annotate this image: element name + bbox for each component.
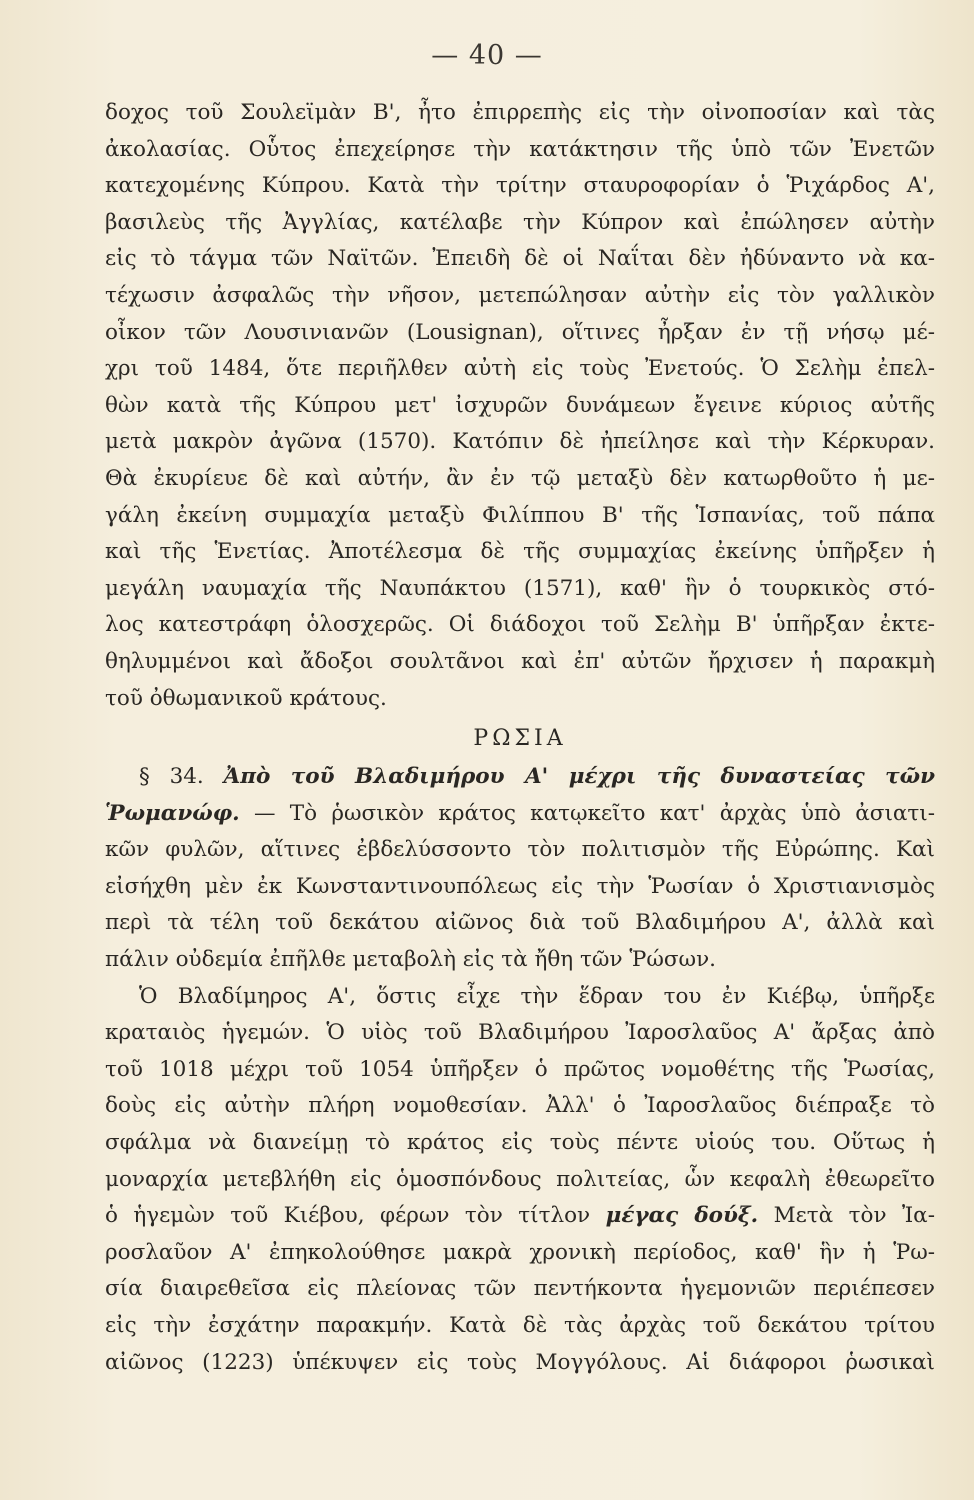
text-line: οἶκον τῶν Λουσινιανῶν (Lousignan), οἵτινες ἦρξαν ἐν τῇ νήσῳ μέ-: [105, 319, 935, 345]
text-line: γάλη ἐκείνη συμμαχία μεταξὺ Φιλίππου Β' τῆς Ἱσπανίας, τοῦ πάπα: [105, 502, 935, 528]
text-line: τέχωσιν ἀσφαλῶς τὴν νῆσον, μετεπώλησαν αὐτὴν εἰς τὸν γαλλικὸν: [105, 282, 935, 308]
text-line: χρι τοῦ 1484, ὅτε περιῆλθεν αὐτὴ εἰς τοὺς Ἐνετούς. Ὁ Σελὴμ ἐπελ-: [105, 356, 935, 382]
text-line: δοὺς εἰς αὐτὴν πλήρη νομοθεσίαν. Ἀλλ' ὁ Ἰαροσλαῦος διέπραξε τὸ: [105, 1093, 935, 1119]
text-line: τοῦ 1018 μέχρι τοῦ 1054 ὑπῆρξεν ὁ πρῶτος νομοθέτης τῆς Ῥωσίας,: [105, 1056, 935, 1082]
text-line: μετὰ μακρὸν ἀγῶνα (1570). Κατόπιν δὲ ἠπείλησε καὶ τὴν Κέρκυραν.: [105, 429, 935, 455]
text-line: ἀκολασίας. Οὗτος ἐπεχείρησε τὴν κατάκτησιν τῆς ὑπὸ τῶν Ἐνετῶν: [105, 136, 935, 162]
section-number: § 34.: [139, 764, 204, 790]
text-line: Ὁ Βλαδίμηρος Α', ὅστις εἶχε τὴν ἕδραν του ἐν Κιέβῳ, ὑπῆρξε: [139, 983, 935, 1009]
section-text-start: — Τὸ ῥωσικὸν κράτος κατῳκεῖτο κατ' ἀρχὰς ὑπὸ ἀσιατι-: [253, 800, 935, 826]
text-line: μεγάλη ναυμαχία τῆς Ναυπάκτου (1571), καθ' ἣν ὁ τουρκικὸς στό-: [105, 575, 935, 601]
text-line: βασιλεὺς τῆς Ἀγγλίας, κατέλαβε τὴν Κύπρον καὶ ἐπώλησεν αὐτὴν: [105, 209, 935, 235]
text-line: εἰσήχθη μὲν ἐκ Κωνσταντινουπόλεως εἰς τὴν Ῥωσίαν ὁ Χριστιανισμὸς: [105, 873, 935, 899]
page-number: — 40 —: [431, 40, 543, 71]
text-line: θὼν κατὰ τῆς Κύπρου μετ' ἰσχυρῶν δυνάμεων ἔγεινε κύριος αὐτῆς: [105, 392, 935, 418]
text-line: πάλιν οὐδεμία ἐπῆλθε μεταβολὴ εἰς τὰ ἤθη τῶν Ῥώσων.: [105, 947, 716, 973]
section-title-end: Ῥωμανώφ.: [105, 800, 240, 826]
section-heading: ΡΩΣΙΑ: [473, 726, 567, 752]
text-line: αἰῶνος (1223) ὑπέκυψεν εἰς τοὺς Μογγόλους. Αἱ διάφοροι ῥωσικαὶ: [105, 1349, 935, 1375]
text-line: σία διαιρεθεῖσα εἰς πλείονας τῶν πεντήκοντα ἡγεμονιῶν περιέπεσεν: [105, 1276, 935, 1302]
section-title-line: [105, 759, 935, 796]
text-line: κατεχομένης Κύπρου. Κατὰ τὴν τρίτην σταυροφορίαν ὁ Ῥιχάρδος Α',: [105, 173, 935, 199]
text-line: λος κατεστράφη ὁλοσχερῶς. Οἱ διάδοχοι τοῦ Σελὴμ Β' ὑπῆρξαν ἐκτε-: [105, 612, 935, 638]
text-line: ροσλαῦον Α' ἐπηκολούθησε μακρὰ χρονικὴ περίοδος, καθ' ἣν ἡ Ῥω-: [105, 1239, 935, 1265]
text-line: δοχος τοῦ Σουλεϊμὰν Β', ἦτο ἐπιρρεπὴς εἰς τὴν οἰνοποσίαν καὶ τὰς: [105, 100, 935, 125]
text-after-term: Μετὰ τὸν Ἰα-: [773, 1203, 935, 1229]
text-line: μοναρχία μετεβλήθη εἰς ὁμοσπόνδους πολιτείας, ὧν κεφαλὴ ἐθεωρεῖτο: [105, 1166, 935, 1192]
text-line: εἰς τὴν ἐσχάτην παρακμήν. Κατὰ δὲ τὰς ἀρχὰς τοῦ δεκάτου τρίτου: [105, 1313, 935, 1338]
text-line: [105, 796, 935, 833]
text-line: καὶ τῆς Ἑνετίας. Ἀποτέλεσμα δὲ τῆς συμμαχίας ἐκείνης ὑπῆρξεν ἡ: [105, 539, 935, 565]
paragraph-ottoman: [105, 95, 935, 717]
text-line: κῶν φυλῶν, αἵτινες ἐβδελύσσοντο τὸν πολιτισμὸν τῆς Εὐρώπης. Καὶ: [105, 837, 935, 863]
text-line: κραταιὸς ἡγεμών. Ὁ υἱὸς τοῦ Βλαδιμήρου Ἰαροσλαῦος Α' ἄρξας ἀπὸ: [105, 1020, 935, 1046]
text-line: περὶ τὰ τέλη τοῦ δεκάτου αἰῶνος διὰ τοῦ Βλαδιμήρου Α', ἀλλὰ καὶ: [105, 910, 935, 936]
paragraph-russia-intro: [105, 759, 935, 979]
text-line: σφάλμα νὰ διανείμῃ τὸ κράτος εἰς τοὺς πέντε υἱούς του. Οὕτως ἡ: [105, 1130, 935, 1156]
text-line: εἰς τὸ τάγμα τῶν Ναϊτῶν. Ἐπειδὴ δὲ οἱ Ναΐται δὲν ἠδύναντο νὰ κα-: [105, 246, 935, 272]
section-title: Ἀπὸ τοῦ Βλαδιμήρου Α' μέχρι τῆς δυναστείας τῶν: [223, 764, 935, 790]
text-line: τοῦ ὀθωμανικοῦ κράτους.: [105, 685, 387, 711]
paragraph-vladimir: [105, 979, 935, 1382]
italic-term: μέγας δούξ.: [605, 1203, 759, 1229]
text-line: [105, 1198, 935, 1235]
text-line: Θὰ ἐκυρίευε δὲ καὶ αὐτήν, ἂν ἐν τῷ μεταξὺ δὲν κατωρθοῦτο ἡ με-: [105, 465, 935, 491]
text-line: θηλυμμένοι καὶ ἄδοξοι σουλτᾶνοι καὶ ἐπ' αὐτῶν ἤρχισεν ἡ παρακμὴ: [105, 648, 935, 674]
body-text: [105, 95, 935, 1381]
text-before-term: ὁ ἡγεμὼν τοῦ Κιέβου, φέρων τὸν τίτλον: [105, 1203, 591, 1229]
